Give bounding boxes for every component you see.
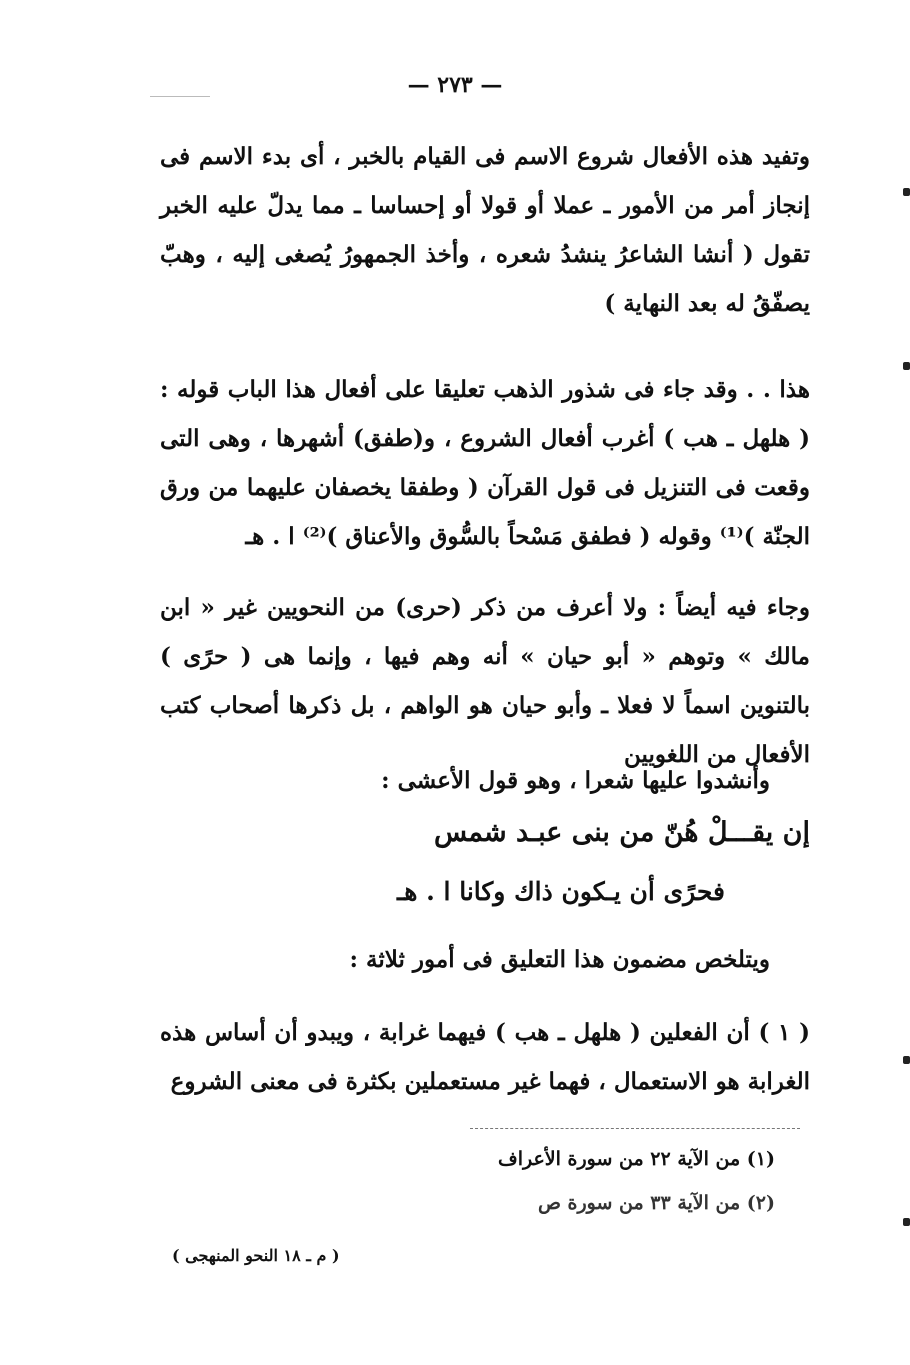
- decorative-rule: [150, 96, 210, 97]
- paragraph-shudhur: هذا . . وقد جاء فى شذور الذهب تعليقا على أفعال هذا الباب قوله : ( هلهل ـ هب ) أغرب أفعال الشروع ، و(طفق) أشهرها ، وهى التى وقعت فى التنزيل فى قول القرآن ( وطفقا يخصفان عليهما من ورق الجنّة )⁽¹⁾ وقوله ( فطفق مَسْحاً بالسُّوق والأعناق )⁽²⁾ ا . هـ: [160, 376, 810, 550]
- margin-mark: [903, 1056, 910, 1064]
- page-number: — ٢٧٣ —: [407, 72, 503, 98]
- summary-intro: ويتلخص مضمون هذا التعليق فى أمور ثلاثة :: [349, 946, 770, 973]
- margin-mark: [903, 188, 910, 196]
- margin-mark: [903, 362, 910, 370]
- verse-line-1: إن يقـــلْ هُنّ من بنى عبـد شمس: [433, 817, 810, 848]
- book-signature: ( م ـ ١٨ النحو المنهجى ): [172, 1246, 340, 1265]
- margin-mark: [903, 1218, 910, 1226]
- paragraph-intro: وتفيد هذه الأفعال شروع الاسم فى القيام بالخبر ، أى بدء الاسم فى إنجاز أمر من الأمور ـ عملا أو قولا أو إحساسا ـ مما يدلّ عليه الخبر تقول ( أنشا الشاعرُ ينشدُ شعره ، وأخذ الجمهورُ يُصغى إليه ، وهبّ يصفّقُ له بعد النهاية ): [160, 143, 810, 317]
- footnote-2: (٢) من الآية ٣٣ من سورة ص: [537, 1192, 775, 1214]
- poem-intro: وأنشدوا عليها شعرا ، وهو قول الأعشى :: [381, 767, 770, 794]
- footnote-separator: [470, 1128, 800, 1129]
- verse-line-2: فحرًى أن يـكون ذاك وكانا ا . هـ: [396, 877, 725, 906]
- paragraph-hara: وجاء فيه أيضاً : ولا أعرف من ذكر (حرى) من النحويين غير « ابن مالك » وتوهم « أبو حيان » أنه وهم فيها ، وإنما هى ( حرًى ) بالتنوين اسماً لا فعلا ـ وأبو حيان هو الواهم ، بل ذكرها أصحاب كتب الأفعال من اللغويين: [160, 594, 810, 768]
- point-1: ( ١ ) أن الفعلين ( هلهل ـ هب ) فيهما غرابة ، ويبدو أن أساس هذه الغرابة هو الاستعمال ، فهما غير مستعملين بكثرة فى معنى الشروع: [160, 1019, 811, 1095]
- footnote-1: (١) من الآية ٢٢ من سورة الأعراف: [498, 1148, 775, 1170]
